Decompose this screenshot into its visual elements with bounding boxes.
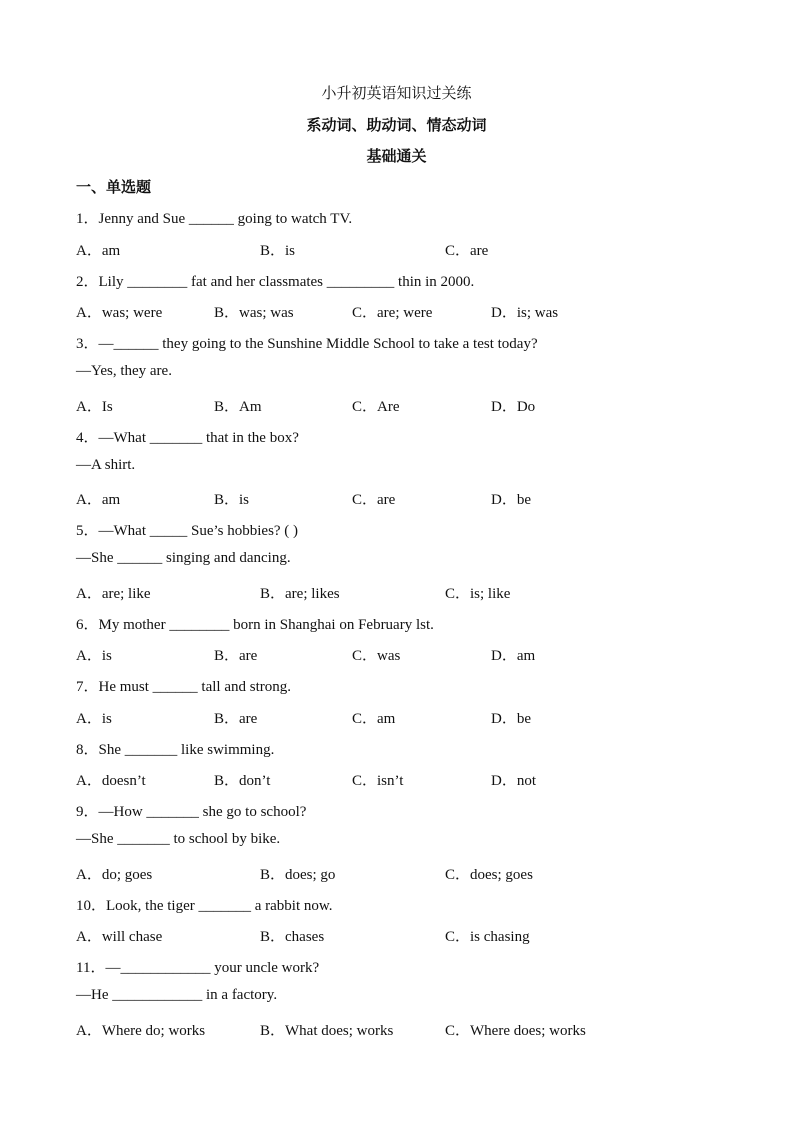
q10-option-b: B．chases (260, 929, 325, 945)
q6-option-b: B．are (214, 648, 258, 664)
q6-option-d: D．am (491, 648, 536, 664)
q3-option-a: A．Is (76, 399, 113, 415)
q10-option-c: C．is chasing (445, 929, 530, 945)
q3-option-b: B．Am (214, 399, 262, 415)
q4-option-c: C．are (352, 492, 396, 508)
q3-option-d: D．Do (491, 399, 536, 415)
q9-option-b: B．does; go (260, 867, 336, 883)
q1-option-a: A．am (76, 243, 121, 259)
q7-option-c: C．am (352, 711, 396, 727)
q9-option-a: A．do; goes (76, 867, 153, 883)
q2-option-d: D．is; was (491, 305, 559, 321)
q11-option-c: C．Where does; works (445, 1023, 586, 1039)
q2-option-c: C．are; were (352, 305, 433, 321)
q9-option-c: C．does; goes (445, 867, 533, 883)
q2-option-b: B．was; was (214, 305, 294, 321)
question-2-stem: 2．Lily ________ fat and her classmates _________ thin in 2000. (76, 274, 475, 290)
q1-option-c: C．are (445, 243, 489, 259)
question-4-reply: —A shirt. (76, 457, 136, 473)
q7-option-b: B．are (214, 711, 258, 727)
q8-option-d: D．not (491, 773, 537, 789)
question-9-stem: 9．—How _______ she go to school? (76, 804, 307, 820)
q5-option-c: C．is; like (445, 586, 511, 602)
question-11-stem: 11．—____________ your uncle work? (76, 960, 320, 976)
question-1-stem: 1．Jenny and Sue ______ going to watch TV. (76, 211, 353, 227)
question-10-stem: 10．Look, the tiger _______ a rabbit now. (76, 898, 333, 914)
page-subtitle: 系动词、助动词、情态动词 (306, 116, 487, 134)
question-6-stem: 6．My mother ________ born in Shanghai on February lst. (76, 617, 434, 633)
q6-option-c: C．was (352, 648, 401, 664)
question-3-reply: —Yes, they are. (76, 363, 172, 379)
q5-option-a: A．are; like (76, 586, 151, 602)
q3-option-c: C．Are (352, 399, 400, 415)
question-5-stem: 5．—What _____ Sue’s hobbies? ( ) (76, 523, 299, 539)
page-title: 小升初英语知识过关练 (321, 84, 472, 102)
page-level: 基础通关 (366, 147, 427, 165)
q8-option-b: B．don’t (214, 773, 271, 789)
question-9-reply: —She _______ to school by bike. (76, 831, 281, 847)
q10-option-a: A．will chase (76, 929, 163, 945)
question-8-stem: 8．She _______ like swimming. (76, 742, 275, 758)
question-7-stem: 7．He must ______ tall and strong. (76, 679, 291, 695)
q1-option-b: B．is (260, 243, 296, 259)
q11-option-a: A．Where do; works (76, 1023, 206, 1039)
section-heading: 一、单选题 (76, 178, 152, 196)
q11-option-b: B．What does; works (260, 1023, 394, 1039)
q4-option-a: A．am (76, 492, 121, 508)
q8-option-c: C．isn’t (352, 773, 404, 789)
question-11-reply: —He ____________ in a factory. (76, 987, 278, 1003)
q4-option-d: D．be (491, 492, 531, 508)
q5-option-b: B．are; likes (260, 586, 340, 602)
q7-option-a: A．is (76, 711, 112, 727)
q4-option-b: B．is (214, 492, 250, 508)
q8-option-a: A．doesn’t (76, 773, 146, 789)
question-4-stem: 4．—What _______ that in the box? (76, 430, 299, 446)
question-3-stem: 3．—______ they going to the Sunshine Middle School to take a test today? (76, 336, 538, 352)
q2-option-a: A．was; were (76, 305, 163, 321)
q7-option-d: D．be (491, 711, 531, 727)
q6-option-a: A．is (76, 648, 112, 664)
question-5-reply: —She ______ singing and dancing. (76, 550, 291, 566)
